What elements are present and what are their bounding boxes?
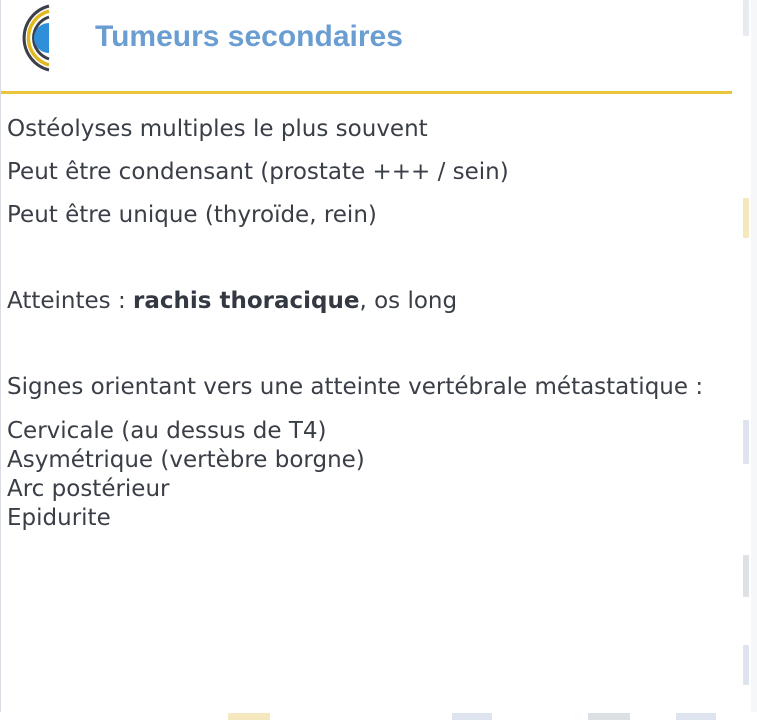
title-underline bbox=[1, 91, 732, 94]
atteintes-bold: rachis thoracique bbox=[133, 288, 360, 314]
signes-item-arc-posterieur: Arc postérieur bbox=[7, 476, 170, 502]
signes-heading: Signes orientant vers une atteinte vertébrale métastatique : bbox=[7, 374, 704, 400]
edge-mark bbox=[743, 420, 749, 464]
signes-item-cervicale: Cervicale (au dessus de T4) bbox=[7, 418, 327, 444]
right-edge-panel bbox=[751, 0, 757, 720]
edge-mark bbox=[743, 198, 749, 238]
bottom-mark bbox=[228, 713, 270, 720]
text-line-unique: Peut être unique (thyroïde, rein) bbox=[7, 202, 377, 228]
signes-item-epidurite: Epidurite bbox=[7, 505, 111, 531]
slide-title: Tumeurs secondaires bbox=[95, 20, 403, 53]
edge-mark bbox=[743, 645, 749, 685]
edge-mark bbox=[743, 0, 749, 36]
bottom-mark bbox=[588, 713, 630, 720]
text-line-atteintes bbox=[7, 286, 457, 316]
text-line-condensant: Peut être condensant (prostate +++ / sein) bbox=[7, 159, 509, 185]
bottom-mark bbox=[676, 713, 716, 720]
text-line-osteolyses: Ostéolyses multiples le plus souvent bbox=[7, 116, 428, 142]
bottom-mark bbox=[452, 713, 492, 720]
concentric-arcs-logo-icon bbox=[11, 2, 53, 74]
signes-item-asymetrique: Asymétrique (vertèbre borgne) bbox=[7, 447, 365, 473]
atteintes-suffix: , os long bbox=[359, 288, 458, 314]
atteintes-prefix: Atteintes : bbox=[7, 288, 134, 314]
edge-mark bbox=[743, 555, 749, 597]
bottom-strip bbox=[0, 712, 757, 720]
